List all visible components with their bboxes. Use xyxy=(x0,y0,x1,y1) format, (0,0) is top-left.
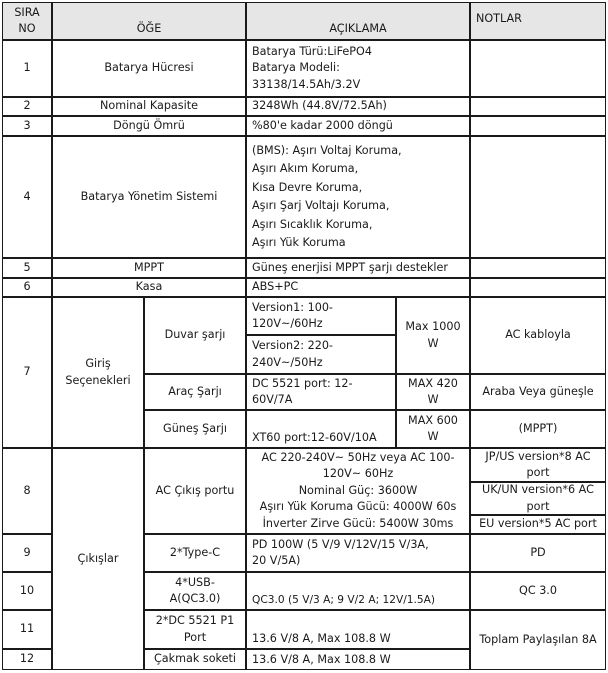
car-max-line: MAX 420 xyxy=(408,376,458,390)
header-aciklama-text: AÇIKLAMA xyxy=(329,21,387,35)
row-8-item xyxy=(144,448,246,534)
row-8-item-text: AC Çıkış portu xyxy=(155,483,235,497)
row-9-no xyxy=(2,534,52,572)
wall-charge-label xyxy=(144,297,246,374)
row-10-item xyxy=(144,572,246,610)
row-8-note-ukun xyxy=(470,482,606,515)
row-5-item-text: MPPT xyxy=(134,260,164,274)
row-8-desc-line: AC 220-240V~ 50Hz veya AC 100- xyxy=(261,450,455,464)
row-9-no-text: 9 xyxy=(23,545,31,559)
row-2-desc xyxy=(246,97,470,116)
row-8-no xyxy=(2,448,52,534)
row-8-note-line: EU version*5 AC port xyxy=(479,517,597,531)
solar-charge-label xyxy=(144,410,246,448)
row-1-item xyxy=(52,40,246,97)
row-12-no-text: 12 xyxy=(19,652,35,666)
row-8-note-jpus xyxy=(470,448,606,482)
outputs-group xyxy=(52,448,144,670)
row-4-desc-line: Aşırı Yük Koruma xyxy=(252,236,346,249)
solar-max-line: W xyxy=(427,430,439,443)
wall-v1-line: Version1: 100- xyxy=(252,300,333,314)
row-4-no xyxy=(2,136,52,258)
row-8-note-eu xyxy=(470,515,606,534)
outputs-group-text: Çıkışlar xyxy=(77,551,119,565)
car-charge-label xyxy=(144,374,246,410)
row-11-desc xyxy=(246,610,470,649)
row-5-no-text: 5 xyxy=(23,260,31,274)
row-2-no xyxy=(2,97,52,116)
car-desc-line: DC 5521 port: 12- xyxy=(252,376,353,390)
row-8-note-line: port xyxy=(526,499,550,513)
row-6-no-text: 6 xyxy=(23,280,31,294)
row-8-desc xyxy=(246,448,470,534)
row-3-no-text: 3 xyxy=(23,118,31,132)
wall-charge-max xyxy=(396,297,470,374)
row-8-desc-line: Nominal Güç: 3600W xyxy=(298,483,418,497)
row-12-item-text: Çakmak soketi xyxy=(153,652,237,666)
header-notlar-text: NOTLAR xyxy=(476,12,522,25)
row-6-item xyxy=(52,278,246,297)
row-7-group-line: Seçenekleri xyxy=(65,373,131,387)
row-1-no-text: 1 xyxy=(23,61,31,75)
shared-note-text: Toplam Paylaşılan 8A xyxy=(479,632,597,646)
row-10-desc-text: QC3.0 (5 V/3 A; 9 V/2 A; 12V/1.5A) xyxy=(252,593,436,606)
row-4-item-text: Batarya Yönetim Sistemi xyxy=(80,189,218,203)
row-9-item xyxy=(144,534,246,572)
row-8-note-line: UK/UN version*6 AC xyxy=(482,483,594,496)
row-7-no xyxy=(2,297,52,448)
header-aciklama xyxy=(246,2,470,40)
row-5-note xyxy=(470,258,606,278)
row-1-item-text: Batarya Hücresi xyxy=(104,61,194,75)
row-4-item xyxy=(52,136,246,258)
row-12-desc xyxy=(246,649,470,670)
wall-max-line: W xyxy=(427,336,439,350)
row-8-no-text: 8 xyxy=(23,483,31,497)
row-4-desc xyxy=(246,136,470,258)
row-8-desc-line: Aşırı Yük Koruma Gücü: 4000W 60s xyxy=(259,500,457,514)
row-12-item xyxy=(144,649,246,670)
solar-charge-note xyxy=(470,410,606,448)
wall-charge-label-text: Duvar şarjı xyxy=(164,328,226,342)
row-6-item-text: Kasa xyxy=(135,280,163,294)
row-10-item-line: A(QC3.0) xyxy=(169,592,221,605)
row-5-desc xyxy=(246,258,470,278)
row-3-desc-text: %80'e kadar 2000 döngü xyxy=(252,118,393,132)
car-charge-label-text: Araç Şarjı xyxy=(168,384,222,398)
row-4-desc-line: (BMS): Aşırı Voltaj Koruma, xyxy=(252,143,402,157)
car-max-line: W xyxy=(427,393,439,406)
row-2-item-text: Nominal Kapasite xyxy=(100,99,198,113)
wall-charge-note xyxy=(470,297,606,374)
row-3-desc xyxy=(246,116,470,136)
row-8-note-line: JP/US version*8 AC xyxy=(485,449,591,463)
row-11-desc-text: 13.6 V/8 A, Max 108.8 W xyxy=(252,631,391,645)
row-7-group-line: Giriş xyxy=(85,357,111,370)
row-2-desc-text: 3248Wh (44.8V/72.5Ah) xyxy=(252,99,387,113)
car-charge-max xyxy=(396,374,470,410)
row-9-note xyxy=(470,534,606,572)
row-9-desc xyxy=(246,534,470,572)
wall-v2-line: 240V~/50Hz xyxy=(252,355,323,369)
wall-v2-line: Version2: 220- xyxy=(252,339,333,352)
car-charge-desc xyxy=(246,374,396,410)
row-1-desc xyxy=(246,40,470,97)
row-3-item xyxy=(52,116,246,136)
row-4-desc-line: Kısa Devre Koruma, xyxy=(252,180,363,194)
header-sira-no xyxy=(2,2,52,40)
row-3-item-text: Döngü Ömrü xyxy=(113,118,185,132)
row-1-desc-line: 33138/14.5Ah/3.2V xyxy=(252,77,361,91)
shared-note xyxy=(470,610,606,670)
wall-v1-line: 120V~/60Hz xyxy=(252,317,323,330)
row-5-desc-text: Güneş enerjisi MPPT şarjı destekler xyxy=(252,260,449,274)
car-desc-line: 60V/7A xyxy=(252,393,293,406)
row-4-no-text: 4 xyxy=(23,189,31,203)
solar-charge-desc xyxy=(246,410,396,448)
wall-max-line: Max 1000 xyxy=(405,320,461,333)
solar-charge-max xyxy=(396,410,470,448)
header-sira-no-line2: NO xyxy=(18,22,36,35)
row-6-no xyxy=(2,278,52,297)
row-4-note xyxy=(470,136,606,258)
solar-note-text: (MPPT) xyxy=(518,421,558,435)
row-2-no-text: 2 xyxy=(23,99,31,113)
row-11-no-text: 11 xyxy=(19,622,35,636)
row-12-desc-text: 13.6 V/8 A, Max 108.8 W xyxy=(252,652,391,666)
car-charge-note xyxy=(470,374,606,410)
row-10-note-text: QC 3.0 xyxy=(519,583,557,597)
header-notlar xyxy=(470,2,606,40)
header-oge-text: ÖĞE xyxy=(136,21,162,35)
row-9-desc-line: 20 V/5A) xyxy=(252,554,301,567)
row-11-item-line: 2*DC 5521 P1 xyxy=(155,614,235,627)
row-10-item-line: 4*USB- xyxy=(175,575,215,589)
header-oge xyxy=(52,2,246,40)
row-6-desc xyxy=(246,278,470,297)
row-9-note-text: PD xyxy=(530,545,546,559)
row-8-desc-line: İnverter Zirve Gücü: 5400W 30ms xyxy=(262,516,454,530)
solar-max-line: MAX 600 xyxy=(408,413,458,427)
header-sira-no-line1: SIRA xyxy=(14,5,40,19)
row-11-no xyxy=(2,610,52,649)
row-5-no xyxy=(2,258,52,278)
row-5-item xyxy=(52,258,246,278)
solar-desc-text: XT60 port:12-60V/10A xyxy=(252,430,377,444)
row-4-desc-line: Aşırı Akım Koruma, xyxy=(252,162,359,175)
row-7-group xyxy=(52,297,144,448)
solar-charge-label-text: Güneş Şarjı xyxy=(163,421,227,435)
wall-note-text: AC kabloyla xyxy=(505,328,571,342)
row-10-desc xyxy=(246,572,470,610)
row-12-no xyxy=(2,649,52,670)
row-8-note-line: port xyxy=(526,466,550,479)
row-7-no-text: 7 xyxy=(23,365,31,379)
row-2-item xyxy=(52,97,246,116)
wall-charge-version1 xyxy=(246,297,396,335)
row-3-note xyxy=(470,116,606,136)
row-2-note xyxy=(470,97,606,116)
row-6-note xyxy=(470,278,606,297)
car-note-text: Araba Veya güneşle xyxy=(482,384,594,398)
row-4-desc-line: Aşırı Şarj Voltajı Koruma, xyxy=(252,199,390,212)
row-10-no-text: 10 xyxy=(19,583,35,597)
row-1-no xyxy=(2,40,52,97)
spec-table xyxy=(2,2,606,670)
row-10-no xyxy=(2,572,52,610)
row-6-desc-text: ABS+PC xyxy=(252,280,299,294)
row-8-desc-line: 120V~ 60Hz xyxy=(322,467,394,481)
row-11-item-line: Port xyxy=(183,630,207,644)
row-3-no xyxy=(2,116,52,136)
row-1-note xyxy=(470,40,606,97)
row-10-note xyxy=(470,572,606,610)
row-9-item-text: 2*Type-C xyxy=(169,545,221,559)
row-9-desc-line: PD 100W (5 V/9 V/12V/15 V/3A, xyxy=(252,537,429,551)
row-4-desc-line: Aşırı Sıcaklık Koruma, xyxy=(252,217,373,231)
row-11-item xyxy=(144,610,246,649)
wall-charge-version2 xyxy=(246,335,396,374)
row-1-desc-line: Batarya Türü:LiFePO4 xyxy=(252,44,372,58)
row-1-desc-line: Batarya Modeli: xyxy=(252,61,340,75)
